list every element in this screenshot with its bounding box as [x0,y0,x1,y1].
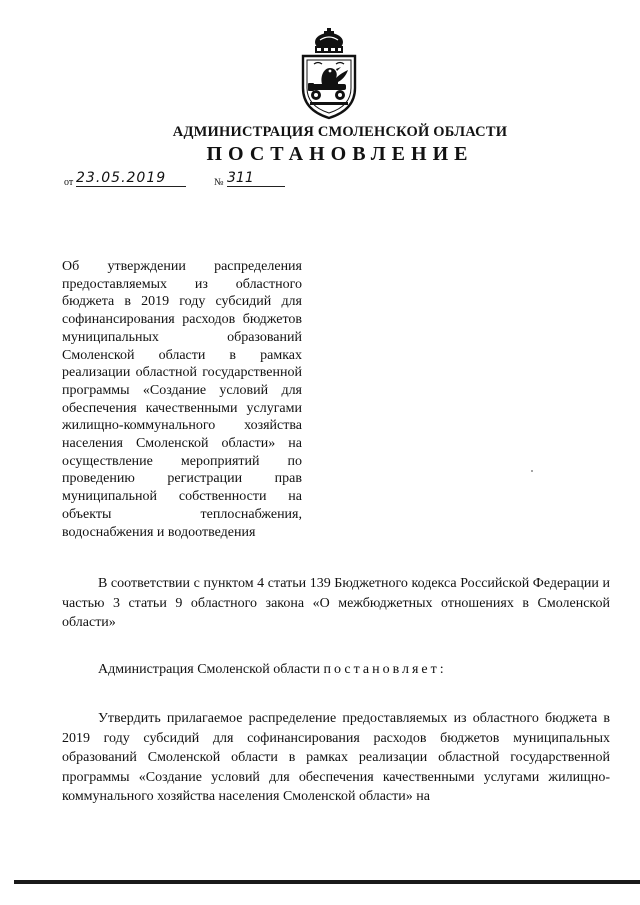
resolution-prefix: Администрация Смоленской области [98,662,324,677]
preamble-paragraph: В соответствии с пунктом 4 статьи 139 Бюджетного кодекса Российской Федерации и частью 3 статьи 9 областного закона «О межбюджетных отношениях в Смоленской области» [62,576,610,630]
number-underline [227,186,285,187]
date-underline [76,186,186,187]
document-number: 311 [227,170,254,186]
date-label: от [64,177,74,188]
scan-speck [531,470,533,472]
approval-paragraph: Утвердить прилагаемое распределение предоставляемых из областного бюджета в 2019 году субсидий для софинансирования расходов бюджетов муниципальных образований Смоленской области в рамках реализации областной государственной программы «Создание условий для обеспечения качественными услугами жилищно-коммунального хозяйства населения Смоленской области» на [62,711,610,804]
resolution-verb: постановляет: [323,662,447,677]
smolensk-coat-of-arms-icon [296,28,362,120]
number-label: № [214,177,224,188]
document-subject: Об утверждении распределения предоставляемых из областного бюджета в 2019 году субсидий для софинансирования расходов бюджетов муниципальных образований Смоленской области в рамках реализации областной государственной программы «Создание условий для обеспечения качественными услугами жилищно-коммунального хозяйства населения Смоленской области» на осуществление мероприятий по проведению регистрации прав муниципальной собственности на объекты теплоснабжения, водоснабжения и водоотведения [62,259,302,540]
resolution-paragraph [62,660,610,680]
scan-bottom-edge [14,880,640,884]
organization-title: АДМИНИСТРАЦИЯ СМОЛЕНСКОЙ ОБЛАСТИ [172,124,508,140]
document-type-title: ПОСТАНОВЛЕНИЕ [206,143,474,165]
document-date: 23.05.2019 [76,170,167,186]
